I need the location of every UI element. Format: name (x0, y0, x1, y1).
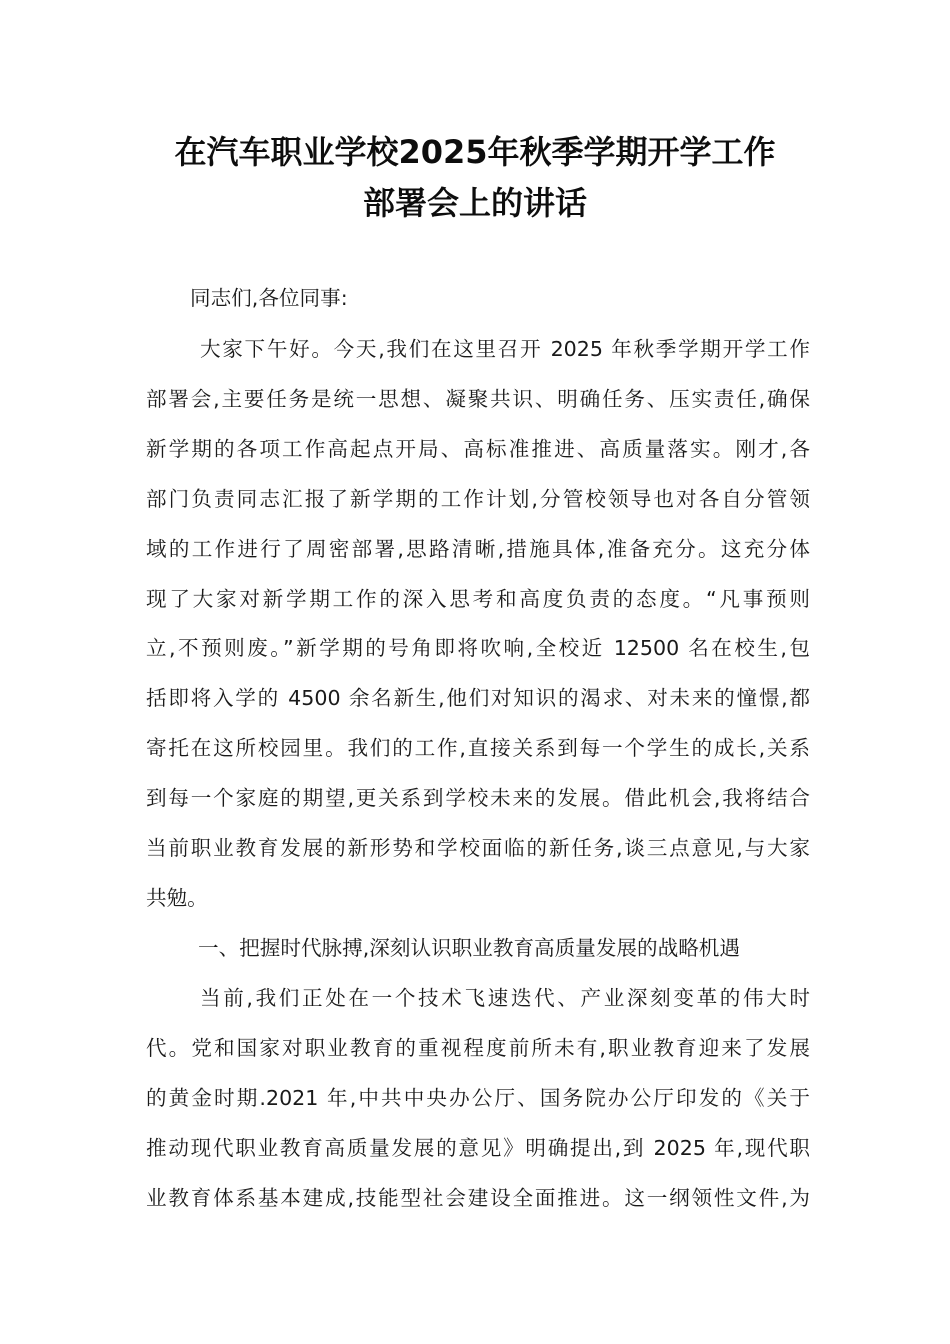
document-title-line-1: 在汽车职业学校2025年秋季学期开学工作 (174, 133, 776, 171)
paragraph-2-line: 业教育体系基本建成,技能型社会建设全面推进。这一纲领性文件,为 (146, 1186, 810, 1210)
paragraph-2-line: 当前,我们正处在一个技术飞速迭代、产业深刻变革的伟大时 (200, 986, 810, 1010)
paragraph-2-line: 推动现代职业教育高质量发展的意见》明确提出,到 2025 年,现代职 (146, 1136, 810, 1160)
paragraph-1-line: 部署会,主要任务是统一思想、凝聚共识、明确任务、压实责任,确保 (146, 387, 810, 411)
paragraph-1-line: 部门负责同志汇报了新学期的工作计划,分管校领导也对各自分管领 (146, 487, 810, 511)
paragraph-1-line: 域的工作进行了周密部署,思路清晰,措施具体,准备充分。这充分体 (146, 537, 810, 561)
section-1-heading: 一、把握时代脉搏,深刻认识职业教育高质量发展的战略机遇 (198, 936, 740, 960)
document-title-line-2: 部署会上的讲话 (362, 184, 587, 222)
paragraph-1-line: 当前职业教育发展的新形势和学校面临的新任务,谈三点意见,与大家 (146, 836, 810, 860)
paragraph-1-line: 大家下午好。今天,我们在这里召开 2025 年秋季学期开学工作 (200, 337, 810, 361)
paragraph-1-line: 新学期的各项工作高起点开局、高标准推进、高质量落实。刚才,各 (146, 437, 810, 461)
paragraph-2-line: 代。党和国家对职业教育的重视程度前所未有,职业教育迎来了发展 (146, 1036, 810, 1060)
paragraph-1-line: 括即将入学的 4500 余名新生,他们对知识的渴求、对未来的憧憬,都 (146, 686, 810, 710)
paragraph-2-line: 的黄金时期.2021 年,中共中央办公厅、国务院办公厅印发的《关于 (146, 1086, 810, 1110)
paragraph-1-line: 共勉。 (146, 886, 208, 910)
salutation: 同志们,各位同事: (190, 286, 348, 310)
paragraph-1-line: 到每一个家庭的期望,更关系到学校未来的发展。借此机会,我将结合 (146, 786, 810, 810)
paragraph-1-line: 立,不预则废。”新学期的号角即将吹响,全校近 12500 名在校生,包 (146, 636, 810, 660)
paragraph-1-line: 寄托在这所校园里。我们的工作,直接关系到每一个学生的成长,关系 (146, 736, 810, 760)
paragraph-1-line: 现了大家对新学期工作的深入思考和高度负责的态度。“凡事预则 (146, 587, 810, 611)
